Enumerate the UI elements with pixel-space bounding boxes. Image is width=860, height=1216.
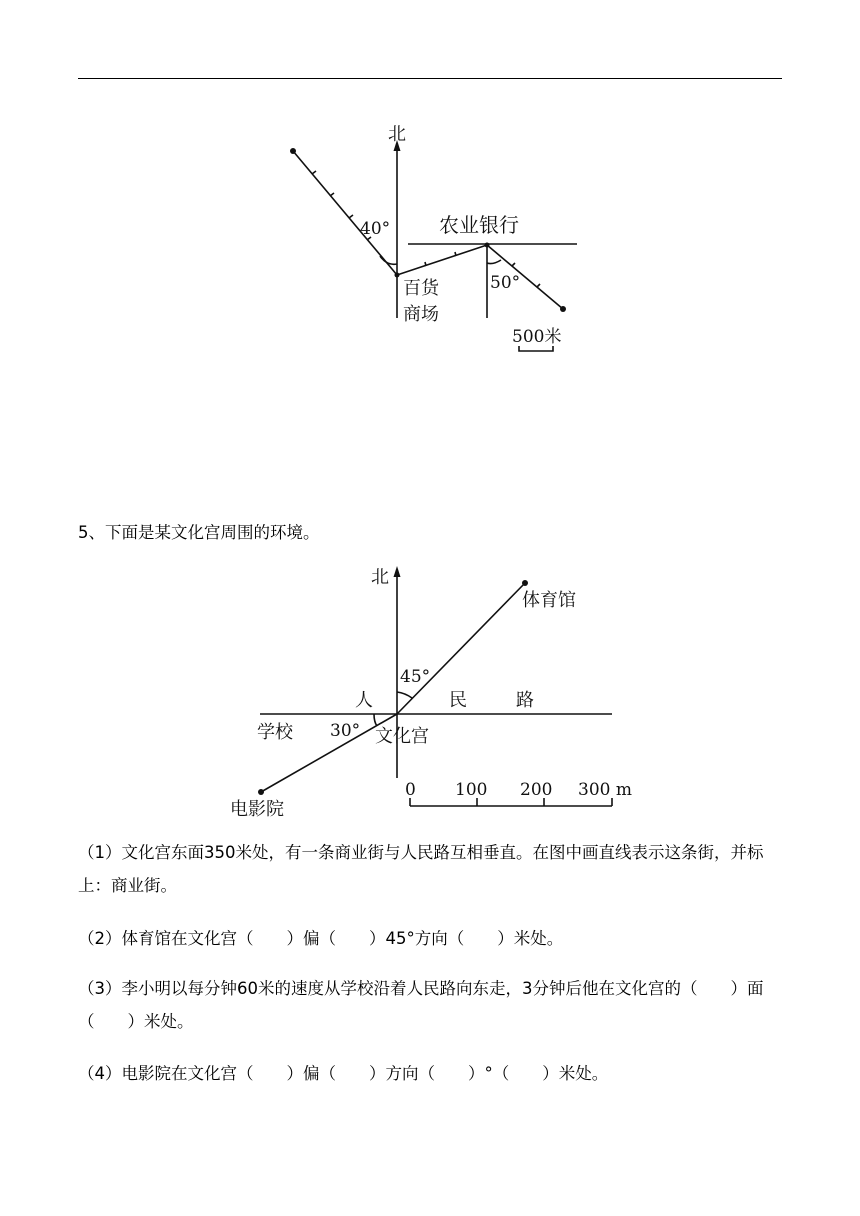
question-5-item-4: （4）电影院在文化宫（ ）偏（ ）方向（ ）°（ ）米处。 (78, 1064, 609, 1083)
palace-label: 文化宫 (375, 726, 429, 747)
angle-arc-30 (374, 714, 377, 726)
road-char-ren: 人 (355, 690, 373, 711)
store-label-line1: 百货 (403, 278, 439, 299)
road-char-lu: 路 (516, 690, 534, 711)
gym-label: 体育馆 (522, 590, 576, 611)
bank-label: 农业银行 (439, 213, 519, 237)
scale-tick-300: 300 m (578, 780, 632, 800)
scale-tick-0: 0 (405, 780, 416, 800)
road-char-min: 民 (449, 690, 467, 711)
north-label-2: 北 (371, 567, 389, 588)
question-5-item-3: （3）李小明以每分钟60米的速度从学校沿着人民路向东走，3分钟后他在文化宫的（ ）面（ ）米处。 (78, 979, 764, 1031)
angle-arc-45 (397, 692, 412, 698)
angle-label-30: 30° (330, 721, 361, 741)
angle-label-45: 45° (400, 667, 431, 687)
school-label: 学校 (257, 722, 293, 743)
point-gym (522, 580, 528, 586)
north-arrowhead-2 (394, 566, 401, 577)
cinema-label: 电影院 (230, 799, 284, 820)
scale-tick-100: 100 (455, 780, 488, 800)
scale-tick-200: 200 (520, 780, 553, 800)
north-label: 北 (388, 124, 406, 145)
angle-label-40: 40° (360, 219, 391, 239)
question-5-item-2: （2）体育馆在文化宫（ ）偏（ ）45°方向（ ）米处。 (78, 929, 564, 948)
point-cinema (258, 789, 264, 795)
store-label-line2: 商场 (403, 304, 439, 325)
scale-label: 500米 (512, 327, 562, 347)
angle-label-50: 50° (490, 273, 521, 293)
question-5-item-1: （1）文化宫东面350米处，有一条商业街与人民路互相垂直。在图中画直线表示这条街，并标上：商业街。 (78, 843, 764, 895)
question-5-title: 5、下面是某文化宫周围的环境。 (78, 523, 320, 542)
